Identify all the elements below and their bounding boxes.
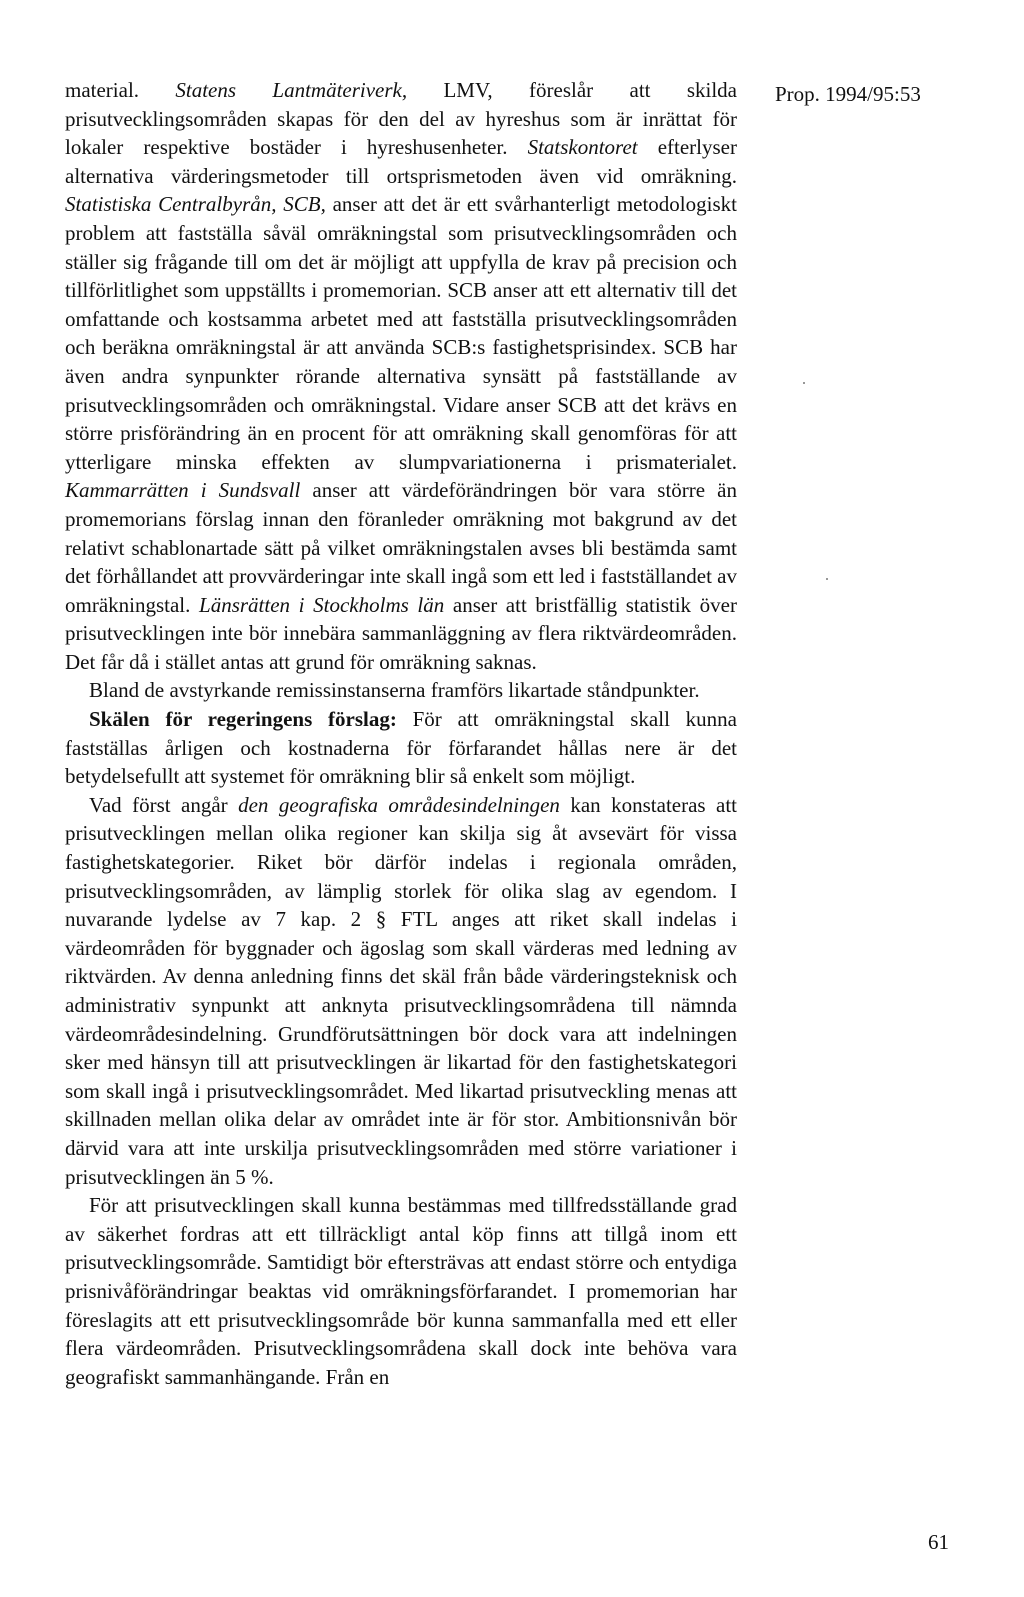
body-text [65, 76, 737, 1391]
text-run: kan konstateras att prisutvecklingen mellan olika regioner kan skilja sig åt avsevärt för vissa fastighetskategorier. Riket bör därför indelas i regionala områden, prisutvecklingsområden, av lämplig storlek för olika slag av egendom. I nuvarande lydelse av 7 kap. 2 § FTL anges att riket skall indelas i värdeområden för byggnader och ägoslag som skall värderas med ledning av riktvärden. Av denna anledning finns det skäl från både värderingsteknisk och administrativ synpunkt att anknyta prisutvecklingsområdena till nämnda värdeområdesindelning. Grundförutsättningen bör dock vara att indelningen sker med hänsyn till att prisutvecklingen är likartad för den fastighetskategori som skall ingå i prisutvecklingsområdet. Med likartad prisutveckling menas att skillnaden mellan olika delar av området inte är för stor. Ambitionsnivån bör därvid vara att inte urskilja prisutvecklingsområden med större variationer i prisutvecklingen än 5 %. [65, 792, 738, 1189]
text-run: anser att det är ett svårhanterligt metodologiskt problem att fastställa såväl omräkningstal som prisutvecklingsområden och ställer sig frågande till om det är möjligt att uppfylla de krav på precision och tillförlitlighet som uppställts i promemorian. SCB anser att ett alternativ till det omfattande och kostsamma arbetet med att fastställa prisutvecklingsområden och beräkna omräkningstal är att använda SCB:s fastighetsprisindex. SCB har även andra synpunkter rörande alternativa synsätt på fastställande av prisutvecklingsområden och omräkningstal. Vidare anser SCB att det krävs en större prisförändring än en procent för att omräkning skall genomföras för att ytterligare minska effekten av slumpvariationerna i prismaterialet. [65, 192, 737, 474]
paragraph [65, 676, 737, 705]
paragraph [65, 1191, 737, 1391]
text-run: För att omräkningstal skall kunna fastställas årligen och kostnaderna för förfarandet hållas nere är det betydelsefullt att systemet för omräkning blir så enkelt som möjligt. [65, 707, 738, 789]
paragraph [65, 705, 737, 791]
page-number: 61 [928, 1530, 949, 1554]
text-run: anser att värdeförändringen bör vara större än promemorians förslag innan den föranleder omräkning mot bakgrund av det relativt schablonartade sätt på vilket omräkningstalen avses bli bestämda samt det förhållandet att provvärderingar inte skall ingå som ett led i fastställandet av omräkningstal. [65, 478, 738, 617]
italic-text: Statskontoret [527, 135, 638, 160]
publication-reference: Prop. 1994/95:53 [775, 82, 921, 106]
paragraph [65, 76, 737, 676]
text-run: Bland de avstyrkande remissinstanserna framförs likartade ståndpunkter. [89, 678, 700, 703]
text-run: efterlyser alternativa värderingsmetoder till ortsprismetoden även vid omräkning. [65, 135, 737, 188]
text-run: material. [65, 78, 176, 102]
italic-text: Länsrätten i Stockholms län [199, 592, 445, 617]
text-run: För att prisutvecklingen skall kunna bestämmas med tillfredsställande grad av säkerhet fordras att ett tillräckligt antal köp finns att tillgå inom ett prisutvecklingsområde. Samtidigt bör eftersträvas att endast större och entydiga prisnivåförändringar beaktas vid omräkningsförfarandet. I promemorian har föreslagits att ett prisutvecklingsområde bör kunna sammanfalla med ett eller flera värdeområden. Prisutvecklingsområdena skall dock inte behöva vara geografiskt sammanhängande. Från en [65, 1193, 737, 1389]
scan-speck [803, 382, 805, 384]
text-run: anser att bristfällig statistik över prisutvecklingen inte bör innebära sammanläggning av flera riktvärdeområden. Det får då i stället antas att grund för omräkning saknas. [65, 592, 737, 674]
text-run: Vad först angår [89, 792, 239, 817]
italic-text: Kammarrätten i Sundsvall [65, 478, 301, 503]
paragraph [65, 791, 737, 1191]
bold-heading-text: Skälen för regeringens förslag: [89, 707, 397, 732]
scan-speck [826, 578, 828, 580]
italic-text: Statens Lantmäteriverk, [175, 78, 408, 102]
text-run: LMV, föreslår att skilda prisutvecklingsområden skapas för den del av hyreshus som är inrättat för lokaler respektive bostäder i hyreshusenheter. [65, 78, 737, 160]
italic-text: Statistiska Centralbyrån, SCB, [65, 192, 326, 217]
italic-text: den geografiska områdesindelningen [238, 792, 560, 817]
